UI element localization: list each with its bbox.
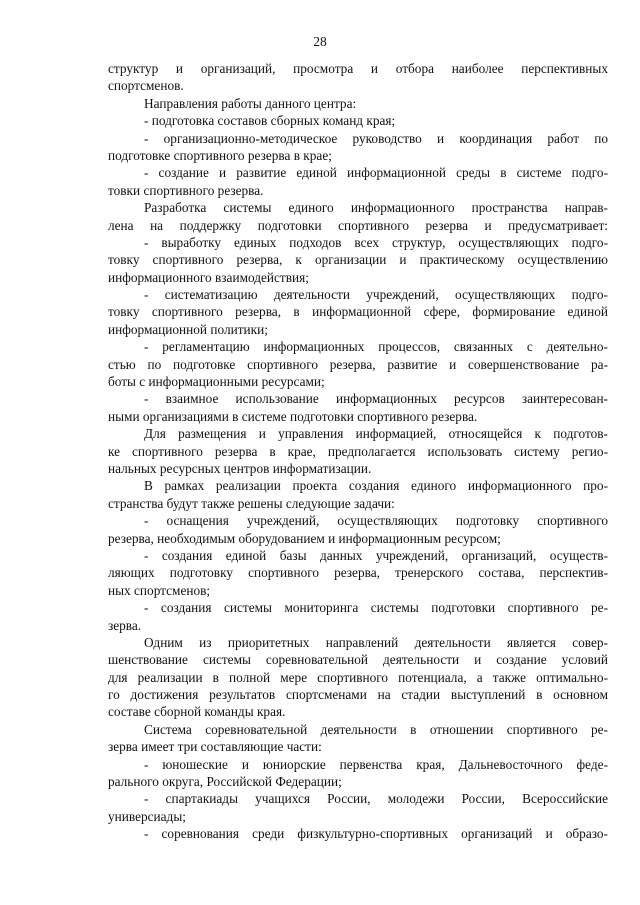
text-line: - создания системы мониторинга системы подготовки спортивного ре- [144, 600, 608, 616]
text-line: шенствование системы соревновательной деятельности и создание условий [108, 652, 608, 668]
text-line: резерва, необходимым оборудованием и информационным ресурсом; [108, 530, 501, 546]
text-line: нальных ресурсных центров информатизации. [108, 460, 372, 476]
text-line: товки спортивного резерва. [108, 182, 264, 198]
text-line: Система соревновательной деятельности в отношении спортивного ре- [144, 721, 608, 737]
text-line: товку спортивного резерва, к организации и практическому осуществлению [108, 252, 608, 268]
text-line: - взаимное использование информационных ресурсов заинтересован- [144, 391, 608, 407]
document-body [108, 60, 608, 843]
text-line: - спартакиады учащихся России, молодежи России, Всероссийские [144, 791, 608, 807]
text-line: зерва имеет три составляющие части: [108, 739, 322, 755]
text-line: - юношеские и юниорские первенства края, Дальневосточного феде- [144, 756, 608, 772]
text-line: - создание и развитие единой информационной среды в системе подго- [144, 165, 608, 181]
text-line: Одним из приоритетных направлений деятельности является совер- [144, 634, 608, 650]
text-line: информационной политики; [108, 321, 268, 337]
text-line: структур и организаций, просмотра и отбора наиболее перспективных [108, 61, 608, 76]
text-line: - систематизацию деятельности учреждений, осуществляющих подго- [144, 287, 608, 303]
text-line: для реализации в полной мере спортивного потенциала, а также оптимально- [108, 669, 608, 685]
text-line: товку спортивного резерва, в информационной сфере, формирование единой [108, 304, 608, 320]
text-line: лена на поддержку подготовки спортивного резерва и предусматривает: [108, 217, 608, 233]
text-line: ными организациями в системе подготовки спортивного резерва. [108, 408, 478, 424]
text-line: ных спортсменов; [108, 582, 211, 598]
page-number: 28 [313, 34, 327, 49]
text-line: - регламентацию информационных процессов, связанных с деятельно- [144, 339, 608, 355]
text-line: составе сборной команды края. [108, 704, 286, 720]
text-line: го достижения результатов спортсменами на стадии выступлений в основном [108, 687, 608, 703]
text-line: - оснащения учреждений, осуществляющих подготовку спортивного [144, 513, 608, 529]
text-line: ляющих подготовку спортивного резерва, тренерского состава, перспектив- [108, 565, 608, 581]
text-line: - соревнования среди физкультурно-спортивных организаций и образо- [144, 826, 608, 842]
text-line: Разработка системы единого информационного пространства направ- [144, 200, 608, 216]
text-line: - создания единой базы данных учреждений, организаций, осуществ- [144, 547, 608, 563]
text-line: спортсменов. [108, 78, 184, 94]
text-line: зерва. [108, 617, 142, 633]
text-line: Направления работы данного центра: [144, 95, 357, 111]
text-line: рального округа, Российской Федерации; [108, 774, 342, 790]
text-line: информационного взаимодействия; [108, 269, 309, 285]
text-line: странства будут также решены следующие задачи: [108, 495, 395, 511]
text-line: универсиады; [108, 808, 186, 824]
text-line: стью по подготовке спортивного резерва, развитие и совершенствование ра- [108, 356, 608, 372]
text-line: ке спортивного резерва в крае, предполагается использовать систему регио- [108, 443, 608, 459]
text-line: боты с информационными ресурсами; [108, 374, 325, 390]
text-line: - выработку единых подходов всех структур, осуществляющих подго- [144, 234, 608, 250]
text-line: В рамках реализации проекта создания единого информационного про- [144, 478, 608, 494]
text-line: - организационно-методическое руководство и координация работ по [144, 130, 608, 146]
text-line: Для размещения и управления информацией, относящейся к подготов- [144, 426, 608, 442]
text-line: - подготовка составов сборных команд края; [144, 113, 396, 129]
text-line: подготовке спортивного резерва в крае; [108, 147, 332, 163]
